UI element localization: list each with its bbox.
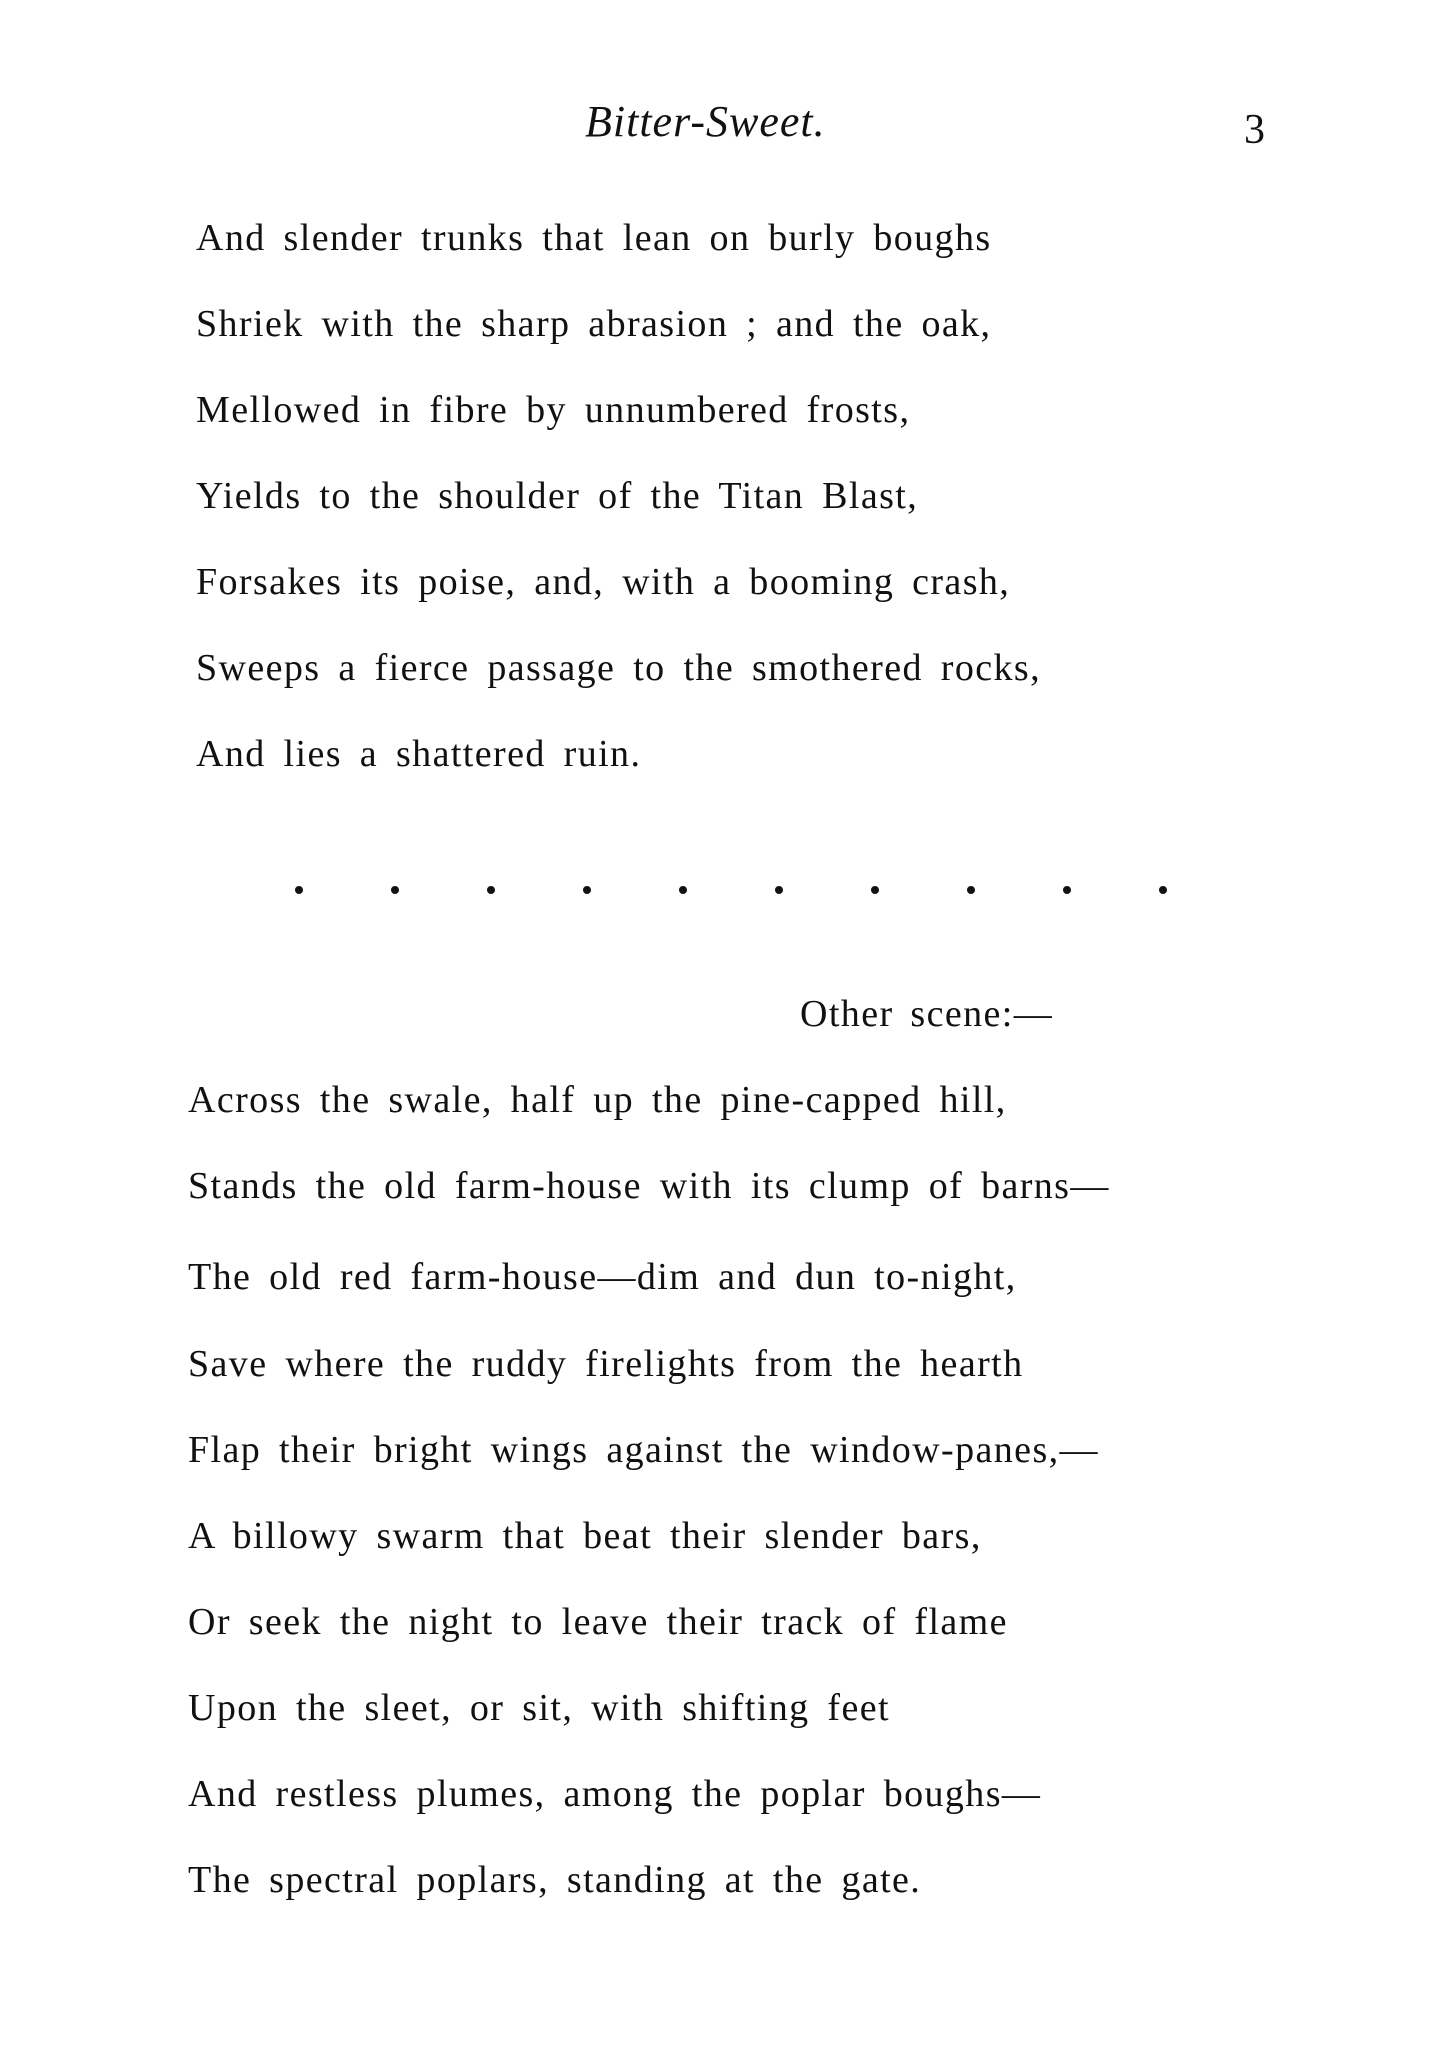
ellipsis-dot [1063,886,1071,894]
ellipsis-dot [487,886,495,894]
verse-line: The spectral poplars, standing at the gate. [188,1859,922,1901]
verse-line: Flap their bright wings against the window-panes,— [188,1429,1099,1471]
verse-line: Yields to the shoulder of the Titan Blast, [196,475,919,517]
verse-line: Across the swale, half up the pine-capped hill, [188,1079,1007,1121]
ellipsis-dot [967,886,975,894]
verse-line: The old red farm-house—dim and dun to-night, [188,1256,1017,1298]
ellipsis-dot [1159,886,1167,894]
verse-line: And lies a shattered ruin. [196,733,642,775]
verse-line: And slender trunks that lean on burly boughs [196,217,992,259]
verse-line: Stands the old farm-house with its clump of barns— [188,1165,1110,1207]
verse-line: Upon the sleet, or sit, with shifting feet [188,1687,890,1729]
verse-line: A billowy swarm that beat their slender bars, [188,1515,982,1557]
scene-label: Other scene:— [800,993,1054,1035]
verse-line: Sweeps a fierce passage to the smothered rocks, [196,647,1041,689]
running-title: Bitter-Sweet. [585,97,826,146]
verse-line: And restless plumes, among the poplar boughs— [188,1773,1042,1815]
ellipsis-dot [679,886,687,894]
ellipsis-dot [295,886,303,894]
page-number: 3 [1244,107,1265,153]
verse-line: Shriek with the sharp abrasion ; and the oak, [196,303,992,345]
running-head [0,92,1445,152]
ellipsis-dot [871,886,879,894]
verse-line: Save where the ruddy firelights from the hearth [188,1343,1024,1385]
ellipsis-dot [583,886,591,894]
verse-line: Mellowed in fibre by unnumbered frosts, [196,389,911,431]
verse-line: Or seek the night to leave their track of flame [188,1601,1008,1643]
ellipsis-dot [391,886,399,894]
ellipsis-row [285,870,1185,910]
verse-line: Forsakes its poise, and, with a booming crash, [196,561,1011,603]
ellipsis-dot [775,886,783,894]
